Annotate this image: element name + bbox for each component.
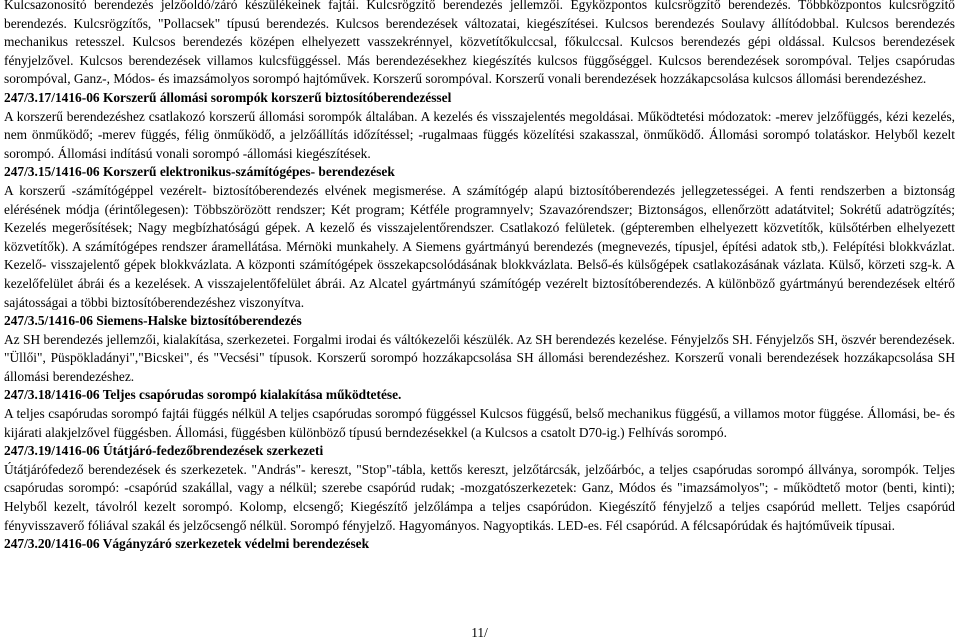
section-heading-3-5: 247/3.5/1416-06 Siemens-Halske biztosítóberendezés [4, 313, 302, 329]
section-heading-3-19: 247/3.19/1416-06 Útátjáró-fedezőbrendezések szerkezeti [4, 443, 324, 459]
section-body-3-18: A teljes csapórudas sorompó fajtái függés nélkül A teljes csapórudas sorompó függéssel Kulcsos függésű, belső mechanikus függésű, a villamos motor függése. Állomási, be- és kijárati alakjelzővel függésben. Állomási, függésben különböző típusú berndezésekkel (a Kulcsos a csatolt D70-ig.) Felhívás sorompó. [4, 406, 955, 440]
section-heading-3-17: 247/3.17/1416-06 Korszerű állomási sorompók korszerű biztosítóberendezéssel [4, 89, 452, 105]
section-heading-3-15: 247/3.15/1416-06 Korszerű elektronikus-számítógépes- berendezések [4, 164, 395, 180]
intro-paragraph: Kulcsazonosító berendezés jelzőoldó/záró készülékeinek fajtái. Kulcsrögzítő berendezés jellemzői. Egyközpontos kulcsrögzítő berendezés. Többközpontos kulcsrögzítő berendezés. Kulcsrögzítős, "Pollacsek" típusú berendezés. Kulcsos berendezések változatai, kiegészítései. Kulcsos berendezés Soulavy állítódobbal. Kulcsos berendezés mechanikus retesszel. Kulcsos berendezés középen elhelyezett vasszekrénnyel, közvetítőkulccsal, főkulccsal. Kulcsos berendezés gépi oldással. Kulcsos berendezések fényjelzővel. Kulcsos berendezések villamos kulcsfüggéssel. Más berendezésekhez kiegészítés kulcsos függőséggel. Kulcsos berendezések sorompóval. Teljes csapórudas sorompóval, Ganz-, Módos- és imazsámolyos sorompó hajtóművek. Korszerű sorompóval. Korszerű vonali berendezések hozzákapcsolása kulcsos állomási berendezéshez. [4, 0, 955, 87]
document-body [4, 0, 955, 554]
section-body-3-15: A korszerű -számítógéppel vezérelt- biztosítóberendezés elvének megismerése. A számítógép alapú biztosítóberendezés jellegzetességei. A fenti rendszerben a biztonság elérésének módja (érintőlegesen): Többszörözött rendszer; Két program; Kétféle programnyelv; Szavazórendszer; Biztonságos, ellenőrzött adatátvitel; Sokrétű adatrögzítés; Kezelés megerősítések; Nagy megbízhatóságú gépek. A kezelő és visszajelentőrendszer. Csatlakozó felületek. (gépteremben elhelyezett közvetítők, külsőtérben elhelyezett közvetítők). A számítógépes rendszer áramellátása. Mérnöki munkahely. A Siemens gyártmányú berendezés (megnevezés, típusjel, építési adatok stb,). Felépítési blokkvázlat. Kezelő- visszajelentő gépek blokkvázlata. A központi számítógépek összekapcsolódásának blokkvázlata. Belső-és külsőgépek csatlakozásának vázlata. Külső, körzeti szg-k. A kezelőfelület ábrái és a kezelések. A visszajelentőfelület ábrái. Az Alcatel gyártmányú számítógép vezérelt biztosítóberendezés. A különböző gyártmányú berendezések eltérő sajátosságai a többi biztosítóberendezéshez viszonyítva. [4, 182, 955, 310]
page-number: 11/ [471, 625, 488, 640]
section-heading-3-18: 247/3.18/1416-06 Teljes csapórudas sorompó kialakítása működtetése. [4, 387, 402, 403]
section-heading-3-20: 247/3.20/1416-06 Vágányzáró szerkezetek védelmi berendezések [4, 536, 370, 552]
section-body-3-17: A korszerű berendezéshez csatlakozó korszerű állomási sorompók általában. A kezelés és visszajelentés megoldásai. Működtetési módozatok: -merev jelzőfüggés, kézi kezelés, nem önműködő; -merev függés, félig önműködő, a jelzőállítás időzítéssel; -rugalmaas függés közelítési szakasszal, önműködő. Állomási sorompó tolatáskor. Helyből kezelt sorompó. Állomási indítású vonali sorompó -állomási kiegészítések. [4, 108, 955, 161]
section-body-3-19: Útátjárófedező berendezések és szerkezetek. "András"- kereszt, "Stop"-tábla, kettős kereszt, jelzőtárcsák, jelzőárbóc, a teljes csapórudas sorompó állványa, sorompók. Teljes csapórudas sorompó: -csapórúd szakállal, vagy a nélkül; szerebe csapórúd rudak; -mozgatószerkezetek: Ganz, Módos és "imazsámolyos"; - működtető motor (benti, kinti); Helyből kezelt, távolról kezelt sorompó. Kolomp, elcsengő; Kiegészítő jelzőlámpa a teljes csapórúdon. Kiegészítő fényjelző a teljes csapórúd mellett. Teljes csapórúd fényvisszaverő fóliával szakál és jelzőcsengő nélkül. Sorompó fényjelző. Hagyományos. Nagyoptikás. LED-es. Fél csapórúd. A félcsapórúdak és hajtóműveik típusai. [4, 461, 955, 533]
section-body-3-5: Az SH berendezés jellemzői, kialakítása, szerkezetei. Forgalmi irodai és váltókezelői készülék. Az SH berendezés kezelése. Fényjelzős SH. Fényjelzős SH, öszvér berendezések. "Üllői", Püspökladányi","Bicskei", és "Vecsési" típusok. Korszerű sorompó hozzákapcsolása SH állomási berendezéshez. Korszerű vonali berendezések hozzákapcsolása SH állomási berendezéshez. [4, 331, 955, 384]
